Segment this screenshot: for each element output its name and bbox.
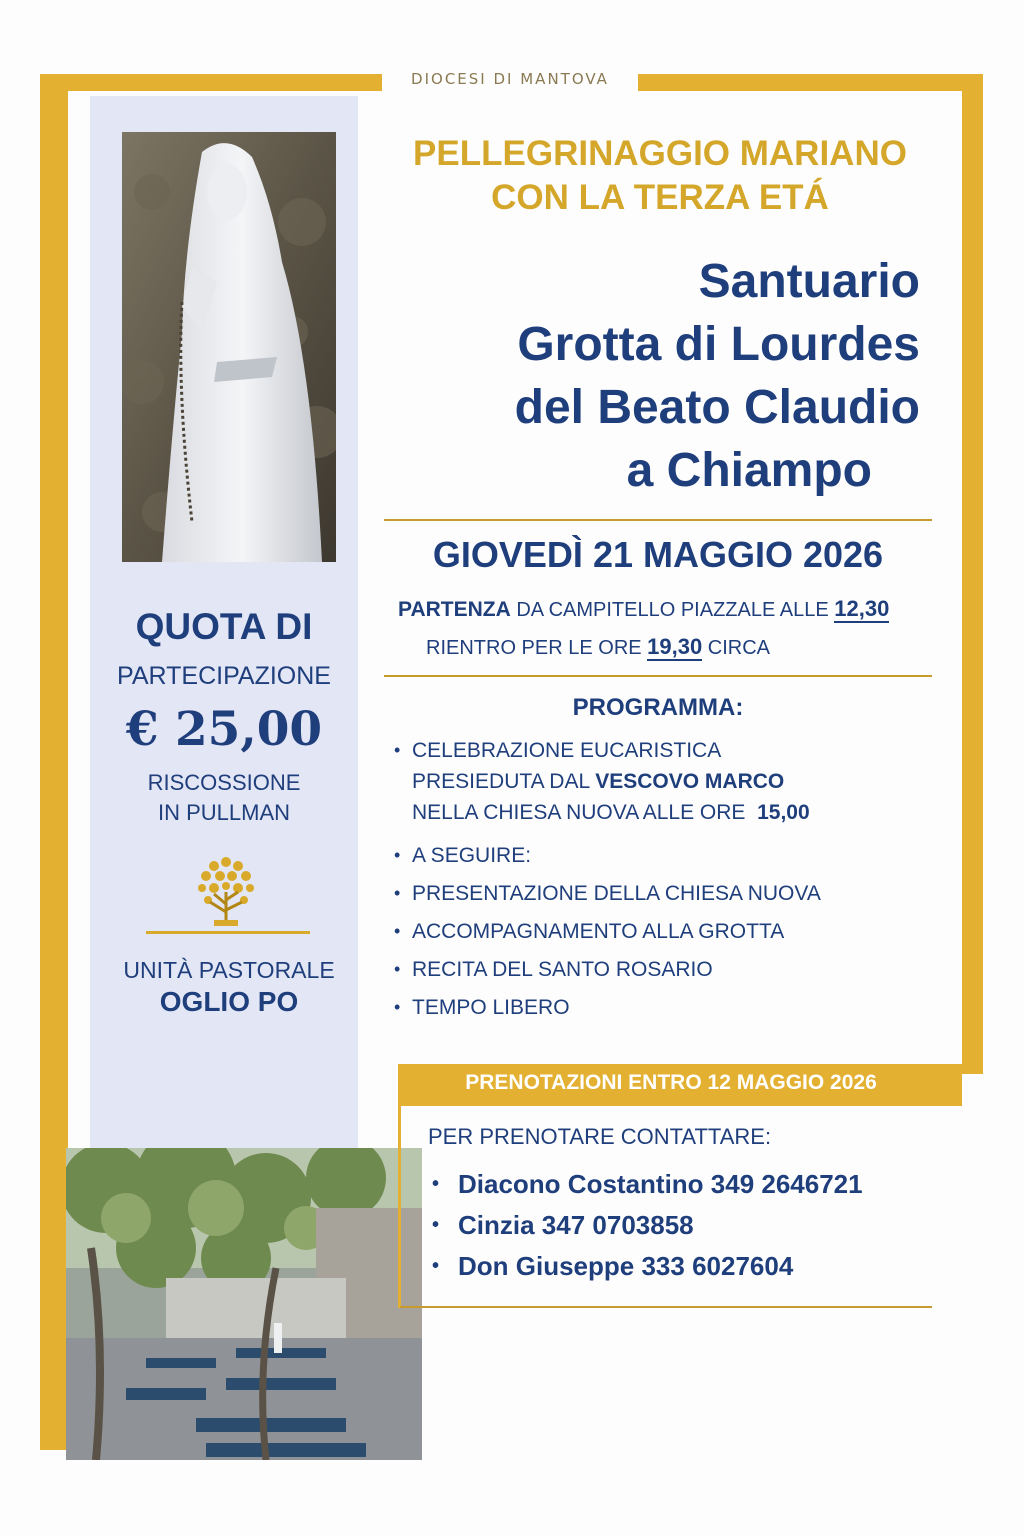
departure-text: DA CAMPITELLO PIAZZALE ALLE: [516, 599, 829, 621]
program-item-celebration: [394, 735, 934, 828]
contact-item: • Diacono Costantino 349 2646721: [432, 1164, 863, 1205]
departure-label: PARTENZA: [398, 598, 511, 621]
contact-item: • Don Giuseppe 333 6027604: [432, 1246, 863, 1287]
departure-line: [398, 596, 889, 622]
contact-list: [432, 1164, 863, 1287]
celebration-line2: PRESIEDUTA DAL VESCOVO MARCO: [412, 770, 785, 793]
collection-line1: RISCOSSIONE: [147, 770, 301, 795]
event-title: [380, 132, 940, 220]
frame-left: [40, 74, 68, 1450]
return-line: [426, 634, 770, 660]
contact-title: PER PRENOTARE CONTATTARE:: [428, 1124, 772, 1149]
departure-time: 12,30: [834, 596, 890, 621]
return-suffix: CIRCA: [707, 637, 771, 659]
program-item: • TEMPO LIBERO: [394, 992, 934, 1023]
collection-line2: IN PULLMAN: [157, 800, 291, 825]
grotto-photo: [66, 1148, 422, 1460]
diocese-label: DIOCESI DI MANTOVA: [411, 70, 609, 88]
venue-line2: Grotta di Lourdes: [517, 318, 920, 371]
contact-item: • Cinzia 347 0703858: [432, 1205, 863, 1246]
program-list: [394, 735, 934, 1037]
booking-box-border: [398, 1064, 401, 1308]
venue-line4: a Chiampo: [626, 444, 872, 497]
event-title-line2: CON LA TERZA ETÁ: [491, 178, 829, 217]
frame-top-right: [638, 74, 983, 91]
quota-subtitle: PARTECIPAZIONE: [117, 662, 331, 690]
frame-top-left: [40, 74, 382, 91]
organizer-block: [90, 954, 368, 1019]
program-item: • A SEGUIRE:: [394, 840, 934, 871]
return-time: 19,30: [647, 634, 703, 659]
program-item: • RECITA DEL SANTO ROSARIO: [394, 954, 934, 985]
celebration-line1: • CELEBRAZIONE EUCARISTICA: [412, 739, 722, 762]
program-item: • PRESENTAZIONE DELLA CHIESA NUOVA: [394, 878, 934, 909]
divider-3: [400, 1306, 932, 1308]
divider-1: [384, 519, 932, 521]
event-title-line1: PELLEGRINAGGIO MARIANO: [413, 134, 907, 173]
frame-right: [962, 74, 983, 1074]
program-title: PROGRAMMA:: [572, 694, 744, 721]
program-item: • ACCOMPAGNAMENTO ALLA GROTTA: [394, 916, 934, 947]
return-text: RIENTRO PER LE ORE: [426, 637, 642, 659]
quota-title: QUOTA DI: [135, 606, 313, 647]
venue-line1: Santuario: [698, 255, 920, 308]
event-date: GIOVEDÌ 21 MAGGIO 2026: [432, 534, 884, 575]
collection-note: [90, 768, 358, 828]
venue-title: [420, 250, 920, 502]
tree-logo-icon: [192, 848, 260, 928]
venue-line3: del Beato Claudio: [514, 381, 920, 434]
divider-2: [384, 675, 932, 677]
quota-price: € 25,00: [125, 702, 323, 757]
booking-deadline: PRENOTAZIONI ENTRO 12 MAGGIO 2026: [465, 1071, 877, 1094]
organizer-line1: UNITÀ PASTORALE: [123, 957, 335, 983]
organizer-line2: OGLIO PO: [159, 986, 299, 1017]
madonna-statue-photo: [122, 132, 336, 562]
logo-divider: [146, 931, 310, 934]
celebration-line3: NELLA CHIESA NUOVA ALLE ORE 15,00: [412, 801, 810, 824]
